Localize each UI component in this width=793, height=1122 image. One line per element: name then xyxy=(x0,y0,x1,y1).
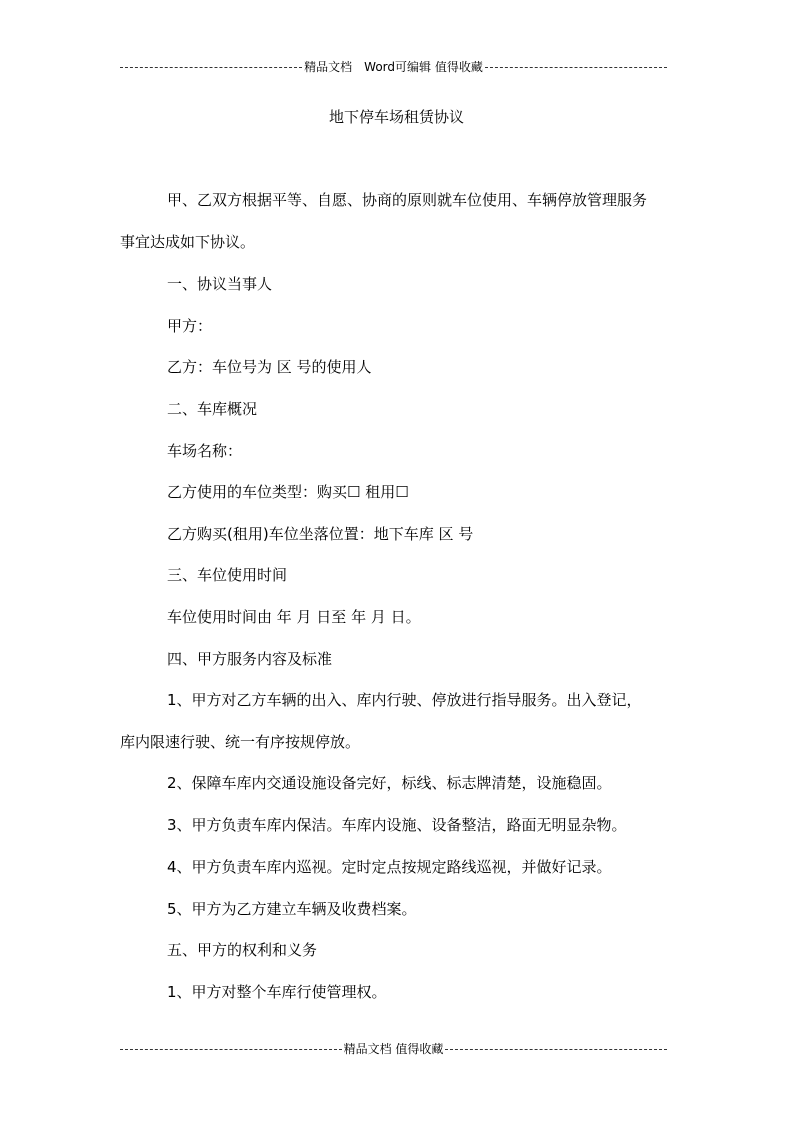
footer-dash-left xyxy=(120,1049,342,1050)
paragraph-line: 库内限速行驶、统一有序按规停放。 xyxy=(120,733,361,751)
section-heading: 一、协议当事人 xyxy=(167,275,273,293)
footer-rule xyxy=(120,1041,667,1057)
paragraph-line: 5、甲方为乙方建立车辆及收费档案。 xyxy=(167,900,417,918)
paragraph-line: 事宜达成如下协议。 xyxy=(120,233,256,251)
paragraph-line: 车位使用时间由 年 月 日至 年 月 日。 xyxy=(167,608,421,626)
paragraph-line: 3、甲方负责车库内保洁。车库内设施、设备整洁，路面无明显杂物。 xyxy=(167,816,627,834)
paragraph-line: 4、甲方负责车库内巡视。定时定点按规定路线巡视，并做好记录。 xyxy=(167,858,612,876)
paragraph-line: 2、保障车库内交通设施设备完好，标线、标志牌清楚，设施稳固。 xyxy=(167,774,612,792)
paragraph-line: 甲、乙双方根据平等、自愿、协商的原则就车位使用、车辆停放管理服务 xyxy=(167,191,648,209)
section-heading: 四、甲方服务内容及标准 xyxy=(167,650,333,668)
header-text: 精品文档 Word可编辑 值得收藏 xyxy=(304,60,483,74)
paragraph-line: 甲方： xyxy=(167,317,213,335)
paragraph-line: 1、甲方对乙方车辆的出入、库内行驶、停放进行指导服务。出入登记， xyxy=(167,691,642,709)
paragraph-line: 乙方：车位号为 区 号的使用人 xyxy=(167,358,372,376)
paragraph-line: 乙方使用的车位类型：购买☐ 租用☐ xyxy=(167,483,409,501)
footer-text: 精品文档 值得收藏 xyxy=(343,1042,444,1056)
section-heading: 三、车位使用时间 xyxy=(167,566,288,584)
paragraph-line: 车场名称： xyxy=(167,442,243,460)
section-heading: 五、甲方的权利和义务 xyxy=(167,941,318,959)
paragraph-line: 1、甲方对整个车库行使管理权。 xyxy=(167,983,387,1001)
section-heading: 二、车库概况 xyxy=(167,400,258,418)
document-title: 地下停车场租赁协议 xyxy=(328,108,464,126)
footer-dash-right xyxy=(445,1049,667,1050)
header-dash-right xyxy=(485,67,667,68)
header-dash-left xyxy=(120,67,302,68)
paragraph-line: 乙方购买(租用)车位坐落位置：地下车库 区 号 xyxy=(167,525,474,543)
header-rule xyxy=(120,59,667,75)
